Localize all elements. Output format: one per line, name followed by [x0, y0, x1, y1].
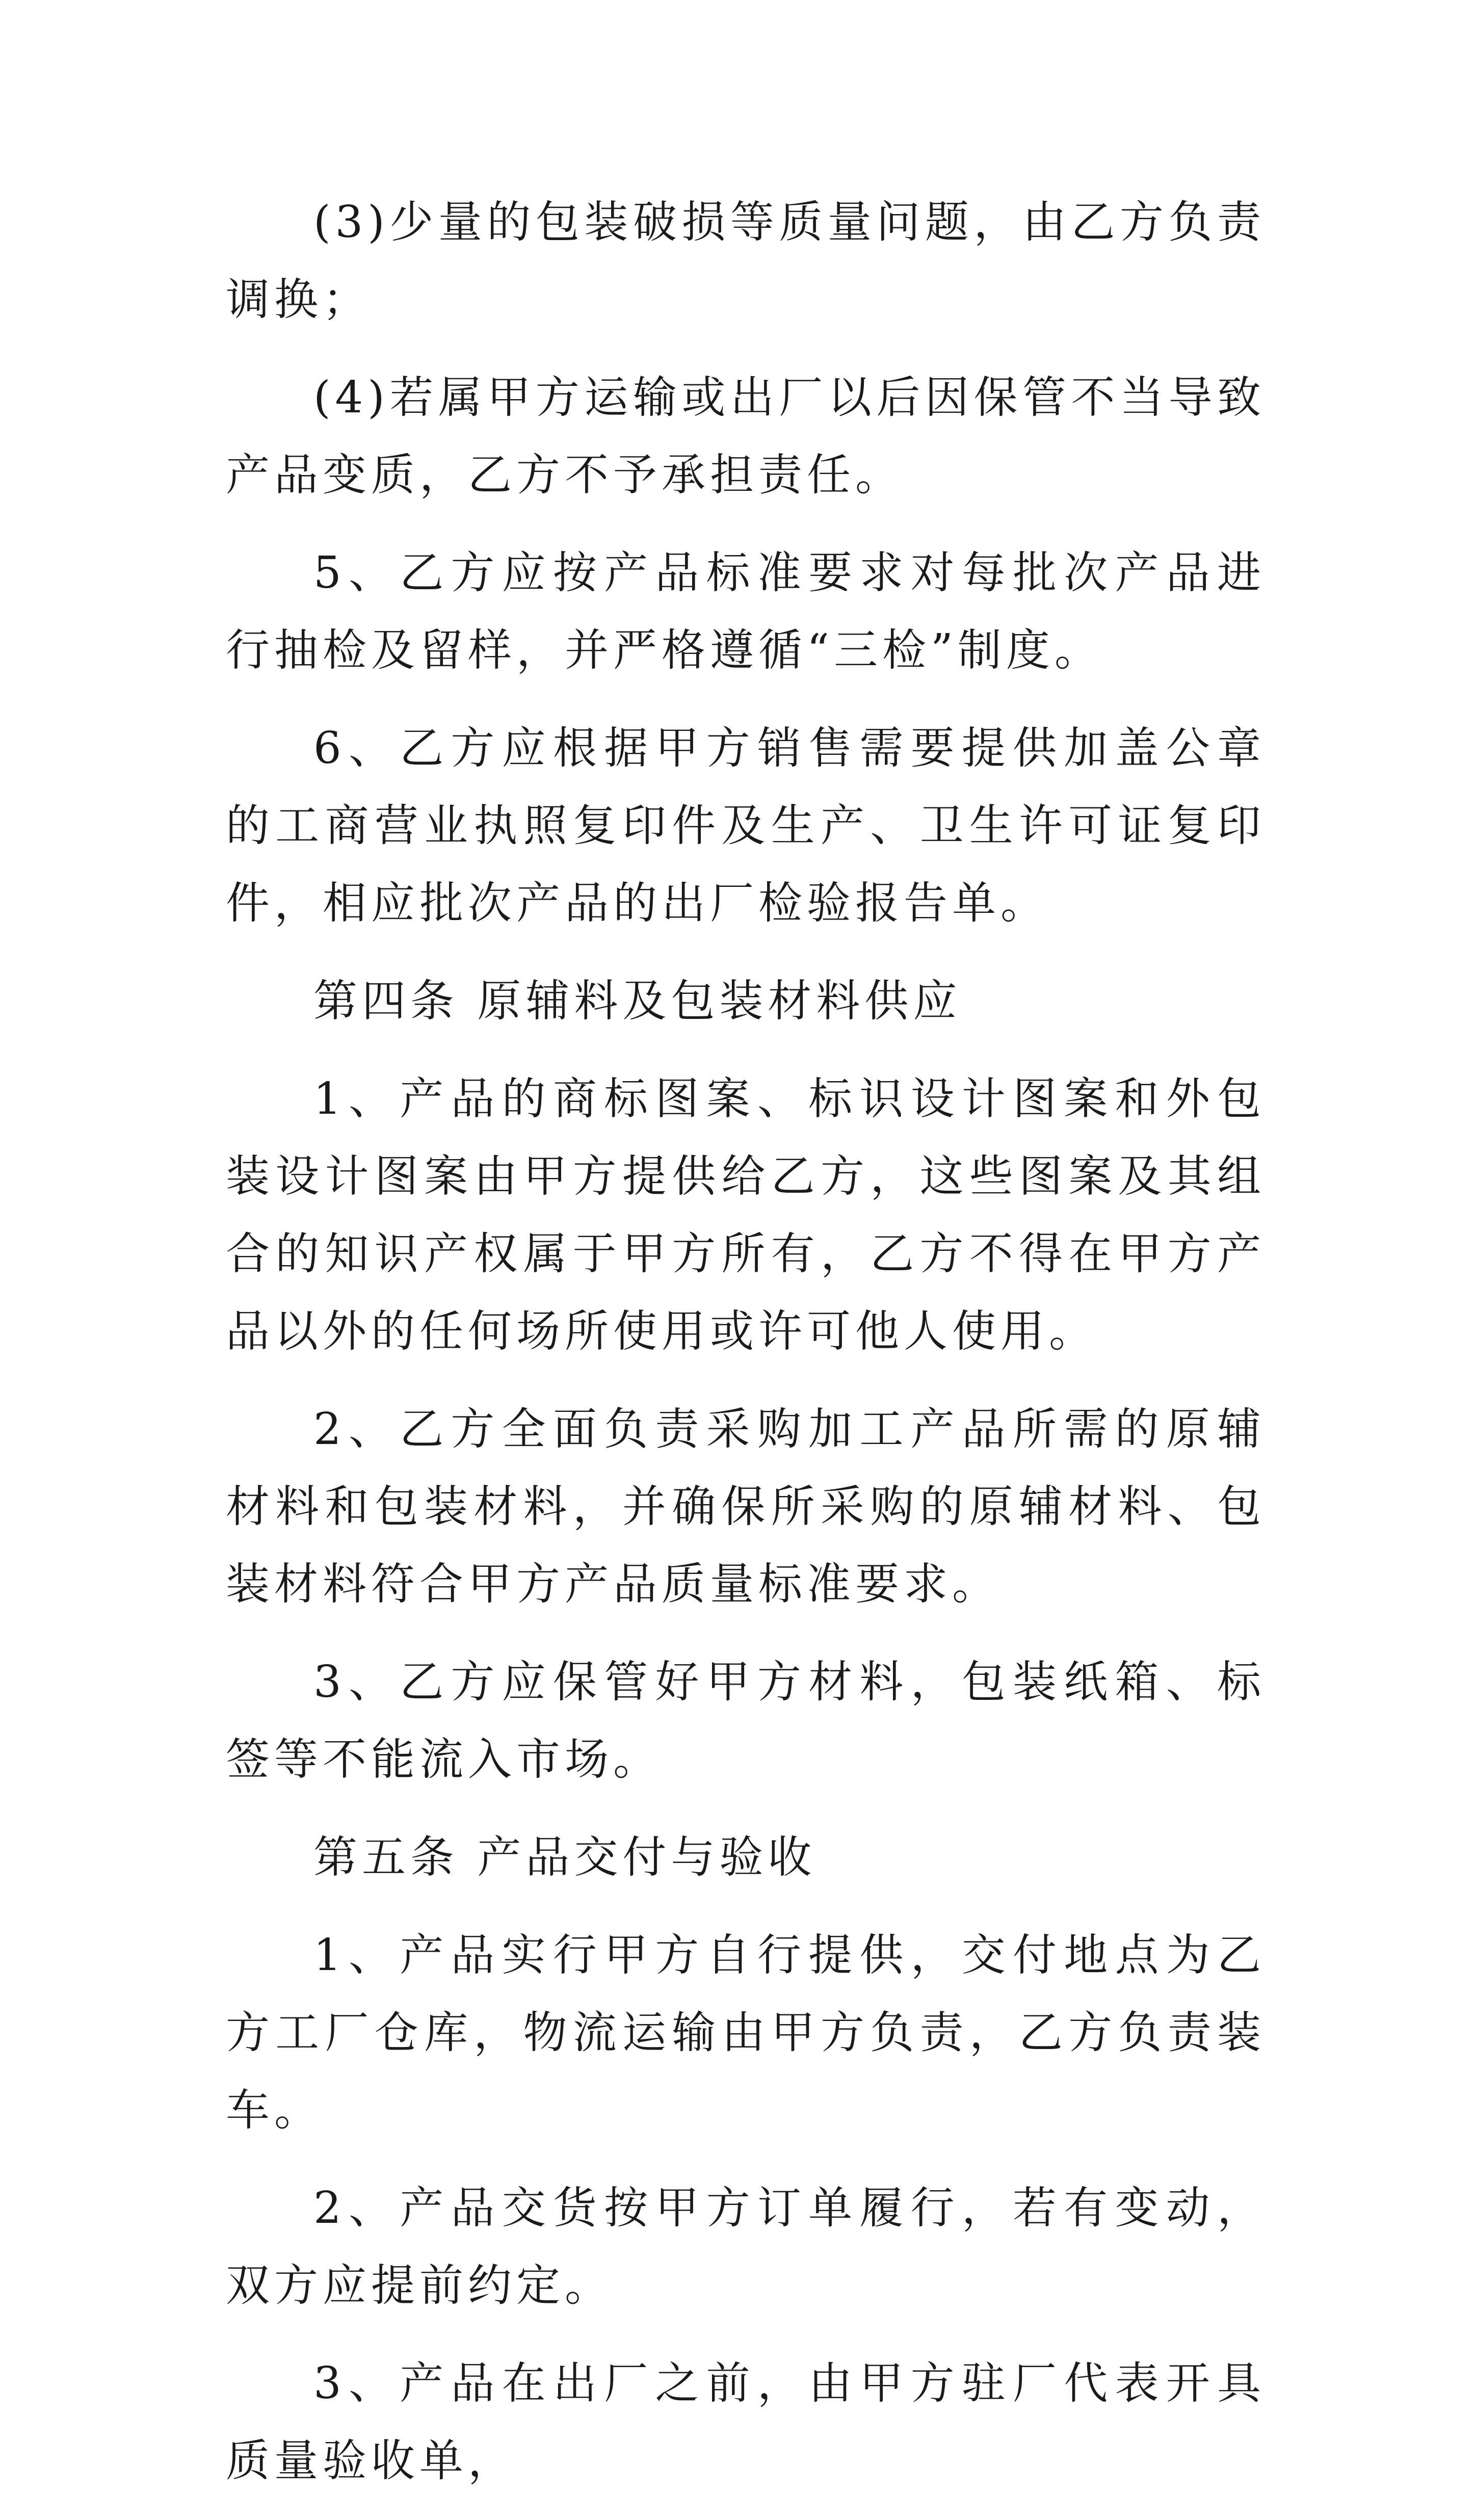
- clause-5-3: 3、产品在出厂之前，由甲方驻厂代表开具质量验收单，: [226, 2358, 1266, 2486]
- clause-3-6: 6、乙方应根据甲方销售需要提供加盖公章的工商营业执照复印件及生产、卫生许可证复印件，相应批次产品的出厂检验报告单。: [226, 723, 1266, 929]
- clause-3-5: 5、乙方应按产品标准要求对每批次产品进行抽检及留样，并严格遵循“三检”制度。: [226, 547, 1266, 676]
- article-5-heading: 第五条 产品交付与验收: [313, 1832, 816, 1883]
- document-body: [226, 183, 1266, 2520]
- clause-5-2: 2、产品交货按甲方订单履行，若有变动，双方应提前约定。: [226, 2183, 1266, 2311]
- clause-4-3: 3、乙方应保管好甲方材料，包装纸箱、标签等不能流入市场。: [226, 1657, 1266, 1785]
- clause-3-3: (3)少量的包装破损等质量问题，由乙方负责调换；: [226, 197, 1266, 325]
- clause-4-2: 2、乙方全面负责采购加工产品所需的原辅材料和包装材料，并确保所采购的原辅材料、包装材料符合甲方产品质量标准要求。: [226, 1404, 1266, 1610]
- clause-3-4: (4)若属甲方运输或出厂以后因保管不当导致产品变质，乙方不予承担责任。: [226, 372, 1266, 501]
- clause-5-1: 1、产品实行甲方自行提供，交付地点为乙方工厂仓库，物流运输由甲方负责，乙方负责装车。: [226, 1930, 1266, 2136]
- clause-4-1: 1、产品的商标图案、标识设计图案和外包装设计图案由甲方提供给乙方，这些图案及其组合的知识产权属于甲方所有，乙方不得在甲方产品以外的任何场所使用或许可他人使用。: [226, 1073, 1266, 1357]
- article-4-heading: 第四条 原辅料及包装材料供应: [313, 976, 962, 1027]
